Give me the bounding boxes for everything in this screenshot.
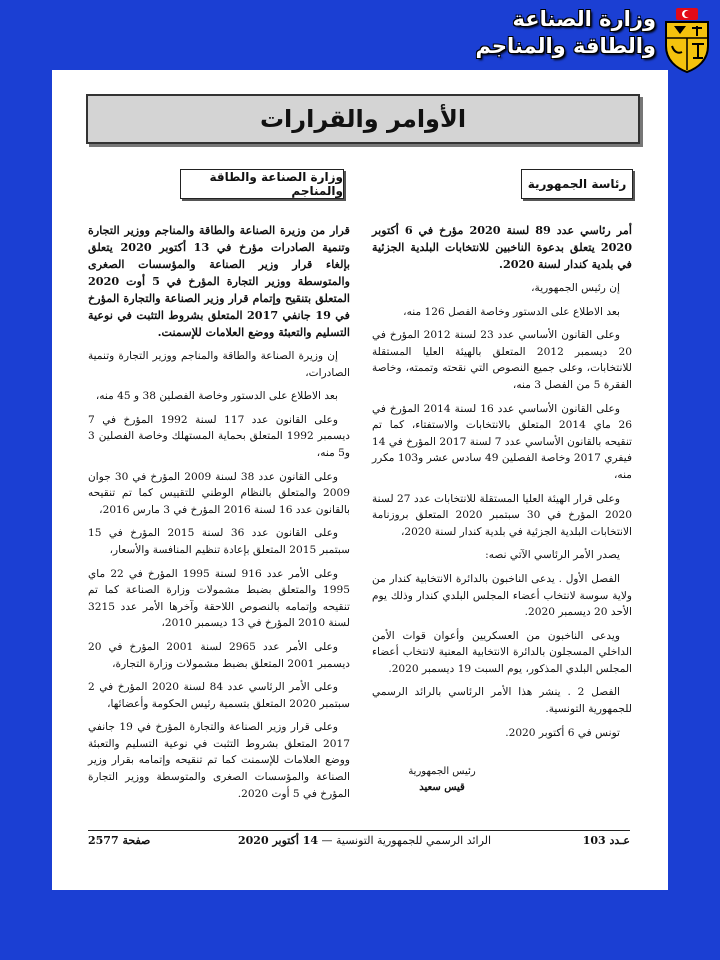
decree-paragraph: وعلى القانون الأساسي عدد 16 لسنة 2014 المؤرخ في 26 ماي 2014 المتعلق بالانتخابات والاستفتاء، كما تم تنقيحه بالقانون الأساسي عدد 7 لسنة 2017 المؤرخ في 14 فيفري 2017 وخاصة الفصلين 49 سادس عشر و103 مكرر منه، xyxy=(372,402,633,481)
order-paragraph: إن وزيرة الصناعة والطاقة والمناجم ووزير التجارة وتنمية الصادرات، xyxy=(88,350,350,379)
page-title: الأوامر والقرارات xyxy=(259,105,467,133)
order-paragraph: وعلى القانون عدد 36 لسنة 2015 المؤرخ في 15 سبتمبر 2015 المتعلق بإعادة تنظيم المنافسة والأسعار، xyxy=(88,527,350,556)
order-paragraph: بعد الاطلاع على الدستور وخاصة الفصلين 38 و 45 منه، xyxy=(95,390,338,403)
ministry-name xyxy=(475,6,656,60)
decree-paragraph: وعلى قرار الهيئة العليا المستقلة للانتخابات عدد 27 لسنة 2020 المؤرخ في 30 سبتمبر 2020 المتعلق بروزنامة الانتخابات البلدية الجزئية في بلدية كندار لسنة 2020، xyxy=(372,492,632,538)
decree-heading: أمر رئاسي عدد 89 لسنة 2020 مؤرخ في 6 أكتوبر 2020 يتعلق بدعوة الناخبين للانتخابات البلدية الجزئية في بلدية كندار لسنة 2020. xyxy=(372,223,632,271)
decree-paragraph: بعد الاطلاع على الدستور وخاصة الفصل 126 منه، xyxy=(403,305,620,318)
decree-paragraph: إن رئيس الجمهورية، xyxy=(531,282,620,294)
signature-block xyxy=(402,764,482,796)
signature-title: رئيس الجمهورية xyxy=(408,766,476,777)
gazette-name: الرائد الرسمي للجمهورية التونسية — xyxy=(321,834,492,847)
gazette-date: 14 أكتوبر 2020 xyxy=(238,834,319,847)
order-paragraph: وعلى الأمر عدد 2965 لسنة 2001 المؤرخ في 20 ديسمبر 2001 المتعلق بضبط مشمولات وزارة التجارة، xyxy=(88,640,350,670)
order-paragraph: وعلى الأمر عدد 916 لسنة 1995 المؤرخ في 22 ماي 1995 والمتعلق بضبط مشمولات وزارة الصناعة كما تم تنقيحه وإتمامه بالنصوص اللاحقة وآخرها الأمر عدد 3215 لسنة 2010 المؤرخ في 13 ديسمبر 2010، xyxy=(88,567,350,630)
decree-paragraph: الفصل الأول . يدعى الناخبون بالدائرة الانتخابية كندار من ولاية سوسة لانتخاب أعضاء المجلس البلدي كندار وذلك يوم الأحد 20 ديسمبر 2020. xyxy=(372,572,632,619)
decree-paragraph: وعلى القانون الأساسي عدد 23 لسنة 2012 المؤرخ في 20 ديسمبر 2012 المتعلق بالهيئة العليا المستقلة للانتخابات، وعلى جميع النصوص التي نقحته وتممته، وخاصة الفقرة 5 من الفصل 3 منه، xyxy=(372,329,632,391)
order-paragraph: وعلى القانون عدد 117 لسنة 1992 المؤرخ في 7 ديسمبر 1992 المتعلق بحماية المستهلك وخاصة الفصلين 3 و5 منه، xyxy=(88,413,350,459)
decree-paragraph: يصدر الأمر الرئاسي الآتي نصه: xyxy=(485,549,620,562)
page-title-bar xyxy=(86,94,640,144)
page-number: صفحة 2577 xyxy=(88,834,151,847)
signature-name: قيس سعيد xyxy=(419,782,465,793)
tunisia-coat-of-arms-icon xyxy=(662,6,712,74)
decree-paragraph: الفصل 2 . ينشر هذا الأمر الرئاسي بالرائد الرسمي للجمهورية التونسية. xyxy=(372,686,632,716)
decree-paragraph: ويدعى الناخبون من العسكريين وأعوان قوات الأمن الداخلي المسجلون بالدائرة الانتخابية المعنية لانتخاب أعضاء المجلس البلدي المذكور، يوم السبت 19 ديسمبر 2020. xyxy=(372,629,632,675)
gazette-line xyxy=(238,834,491,847)
ministry-brand xyxy=(475,6,712,74)
order-paragraph: وعلى قرار وزير الصناعة والتجارة المؤرخ في 19 جانفي 2017 المتعلق بشروط التثبت في نوعية التسليم والتعبئة ووضع العلامات للإسمنت كما تم تنقيحه وإتمامه بقرار وزير الصناعة والمؤسسات الصغرى والمتوسطة ووزير التجارة المؤرخ في 5 أوت 2020. xyxy=(88,721,350,800)
order-paragraph: وعلى الأمر الرئاسي عدد 84 لسنة 2020 المؤرخ في 2 سبتمبر 2020 المتعلق بتسمية رئيس الحكومة وأعضائها، xyxy=(88,681,350,710)
ministerial-order-column xyxy=(88,222,350,809)
issue-number: عـدد 103 xyxy=(582,834,630,847)
ministry-line-2: والطاقة والمناجم xyxy=(475,34,656,58)
ministry-line-1: وزارة الصناعة xyxy=(512,7,656,31)
order-paragraph: وعلى القانون عدد 38 لسنة 2009 المؤرخ في 30 جوان 2009 والمتعلق بالنظام الوطني للتقييس كما تم تنقيحه بالقانون عدد 16 لسنة 2016 المؤرخ في 3 مارس 2016، xyxy=(88,470,350,516)
section-tag-presidency: رئاسة الجمهورية xyxy=(521,169,633,199)
order-heading: قرار من وزيرة الصناعة والطاقة والمناجم ووزير التجارة وتنمية الصادرات مؤرخ في 13 أكتوبر 2020 يتعلق بإلغاء قرار وزير الصناعة والمؤسسات الصغرى والمتوسطة ووزير التجارة المؤرخ في 5 أوت 2020 المتعلق بتنقيح وإتمام قرار وزير الصناعة والتجارة المؤرخ في 19 جانفي 2017 المتعلق بشروط التثبت في نوعية التسليم والتعبئة ووضع العلامات للإسمنت. xyxy=(88,223,350,339)
presidential-decree-column xyxy=(372,222,632,748)
decree-date: تونس في 6 أكتوبر 2020. xyxy=(505,726,620,739)
section-tag-ministry: وزارة الصناعة والطاقة والمناجم xyxy=(180,169,344,199)
page-footer xyxy=(88,830,630,851)
